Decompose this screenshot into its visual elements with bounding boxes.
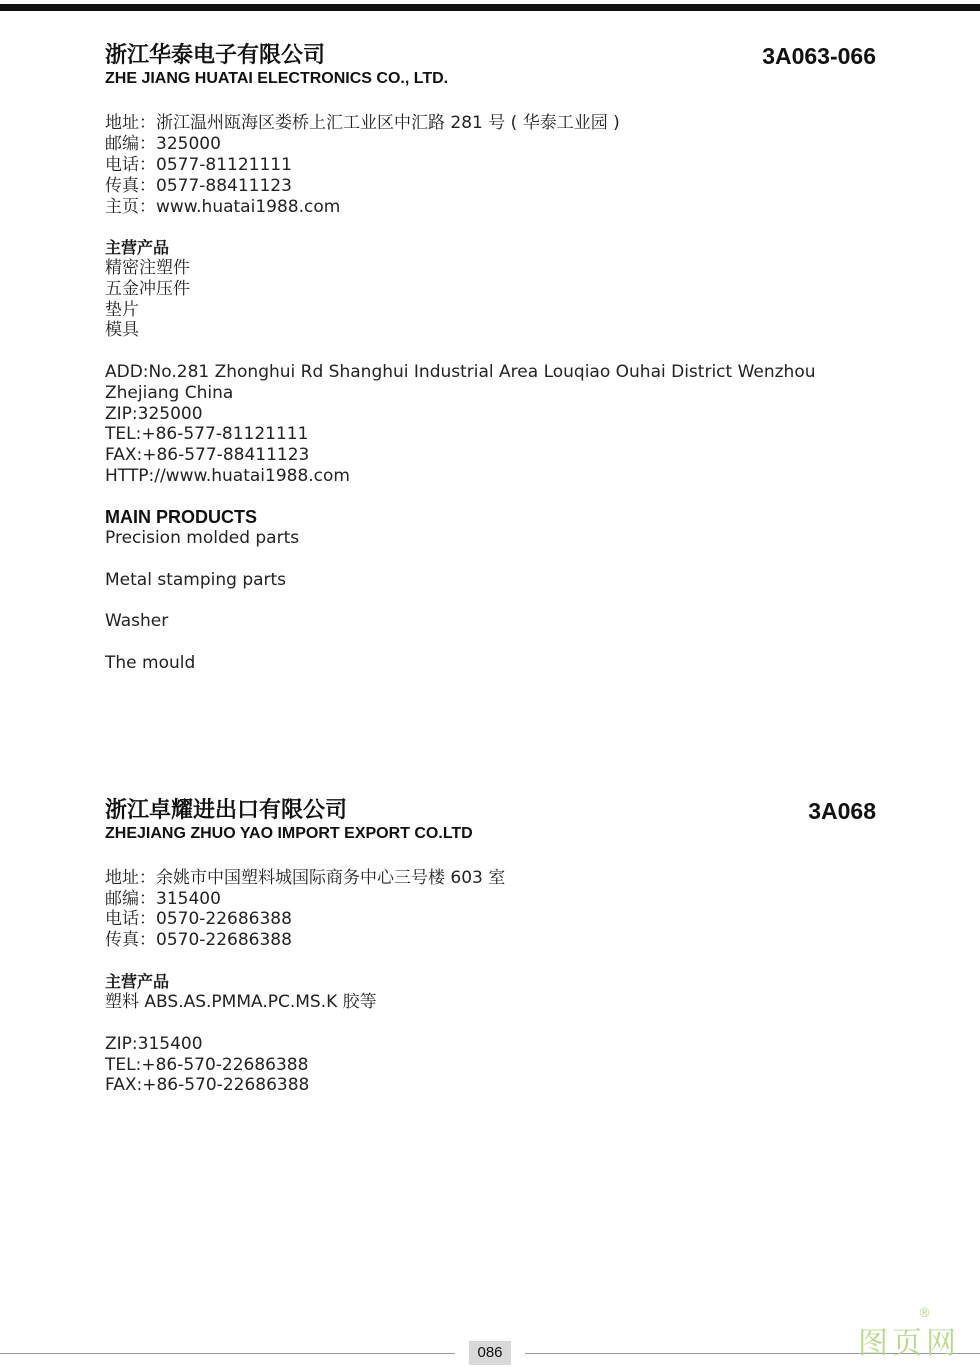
company-section-huatai xyxy=(105,42,880,682)
zip-cn: 邮编：325000 xyxy=(105,134,221,154)
page-number: 086 xyxy=(469,1341,511,1365)
address-cn: 地址：浙江温州瓯海区娄桥上汇工业区中汇路 281 号 ( 华泰工业园 ) xyxy=(105,113,620,133)
tel-en: TEL:+86-577-81121111 xyxy=(105,424,309,444)
booth-number: 3A068 xyxy=(808,798,876,824)
tel-cn: 电话：0577-81121111 xyxy=(105,155,292,175)
product-cn: 模具 xyxy=(105,320,139,340)
watermark-registered-mark: ® xyxy=(918,1306,931,1321)
address-en: ADD:No.281 Zhonghui Rd Shanghui Industrial Area Louqiao Ouhai District Wenzhou xyxy=(105,362,816,382)
company-name-en: ZHEJIANG ZHUO YAO IMPORT EXPORT CO.LTD xyxy=(105,825,473,842)
product-en: Metal stamping parts xyxy=(105,570,287,590)
booth-number: 3A063-066 xyxy=(762,43,876,69)
company-name-cn: 浙江卓耀进出口有限公司 xyxy=(105,798,348,823)
tel-en: TEL:+86-570-22686388 xyxy=(105,1055,309,1075)
tel-cn: 电话：0570-22686388 xyxy=(105,909,292,929)
fax-en: FAX:+86-577-88411123 xyxy=(105,445,310,465)
product-cn: 五金冲压件 xyxy=(105,279,190,299)
zip-en: ZIP:315400 xyxy=(105,1034,203,1054)
fax-cn: 传真：0577-88411123 xyxy=(105,176,292,196)
product-cn: 垫片 xyxy=(105,300,139,320)
address-en-cont: Zhejiang China xyxy=(105,383,234,403)
homepage-cn: 主页：www.huatai1988.com xyxy=(105,197,341,217)
address-cn: 地址：余姚市中国塑料城国际商务中心三号楼 603 室 xyxy=(105,868,506,888)
zip-cn: 邮编：315400 xyxy=(105,889,221,909)
products-heading-cn: 主营产品 xyxy=(105,972,170,991)
company-section-zhuoyao xyxy=(105,797,880,1097)
fax-cn: 传真：0570-22686388 xyxy=(105,930,292,950)
zip-en: ZIP:325000 xyxy=(105,404,203,424)
top-rule xyxy=(0,4,980,11)
product-en: Washer xyxy=(105,611,169,631)
fax-en: FAX:+86-570-22686388 xyxy=(105,1075,310,1095)
products-heading-en: MAIN PRODUCTS xyxy=(105,507,257,527)
company-name-en: ZHE JIANG HUATAI ELECTRONICS CO., LTD. xyxy=(105,70,449,87)
company-name-cn: 浙江华泰电子有限公司 xyxy=(105,43,326,68)
product-en: The mould xyxy=(105,653,196,673)
website-link[interactable]: HTTP://www.huatai1988.com xyxy=(105,466,350,486)
product-cn: 塑料 ABS.AS.PMMA.PC.MS.K 胶等 xyxy=(105,992,377,1012)
watermark-logo: 图页网 xyxy=(858,1326,960,1361)
product-en: Precision molded parts xyxy=(105,528,300,548)
footer-rule-left xyxy=(0,1353,455,1354)
product-cn: 精密注塑件 xyxy=(105,258,190,278)
products-heading-cn: 主营产品 xyxy=(105,238,170,257)
